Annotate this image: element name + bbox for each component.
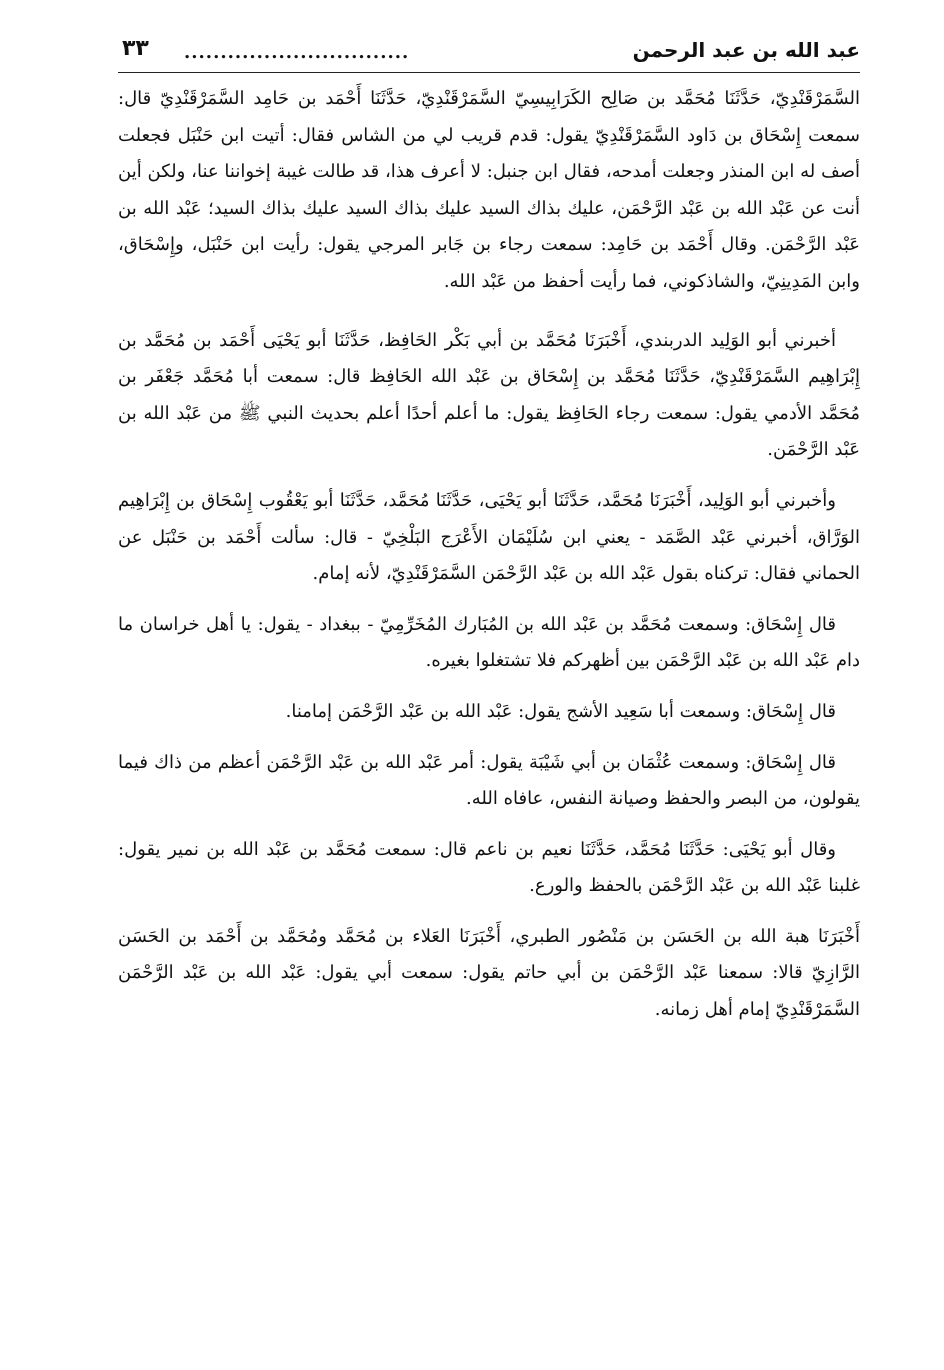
paragraph-2: أخبرني أبو الوَلِيد الدربندي، أَخْبَرَنَا مُحَمَّد بن أبي بَكْر الحَافِظ، حَدَّثَنَا أبو يَحْيَى أَحْمَد بن مُحَمَّد بن إِبْرَاهِيم السَّمَرْقَنْدِيّ، حَدَّثَنَا مُحَمَّد بن إِسْحَاق بن عَبْد الله الحَافِظ قال: سمعت أبا مُحَمَّد جَعْفَر بن مُحَمَّد الأدمي يقول: سمعت رجاء الحَافِظ يقول: ما أعلم أحدًا أعلم بحديث النبي ﷺ من عَبْد الله بن عَبْد الرَّحْمَن. [118, 329, 860, 461]
paragraph-1: السَّمَرْقَنْدِيّ، حَدَّثَنَا مُحَمَّد بن صَالِح الكَرَابِيسِيّ السَّمَرْقَنْدِيّ، حَدَّثَنَا أَحْمَد بن حَامِد السَّمَرْقَنْدِيّ قال: سمعت إِسْحَاق بن دَاود السَّمَرْقَنْدِيّ يقول: قدم قريب لي من الشاس فقال: أتيت ابن حَنْبَل فجعلت أصف له ابن المنذر وجعلت أمدحه، فقال ابن جنبل: لا أعرف هذا، قد طالت غيبة إخواننا عنا، ولكن أين أنت عن عَبْد الله بن عَبْد الرَّحْمَن، عليك بذاك السيد عليك بذاك السيد عليك بذاك السيد؛ عَبْد الله بن عَبْد الرَّحْمَن. وقال أَحْمَد بن حَامِد: سمعت رجاء بن جَابر المرجي يقول: رأيت ابن حَنْبَل، وإِسْحَاق، وابن المَدِينِيّ، والشاذكوني، فما رأيت أحفظ من عَبْد الله. [118, 88, 860, 292]
paragraph-4: قال إِسْحَاق: وسمعت مُحَمَّد بن عَبْد الله بن المُبَارك المُخَرِّمِيّ - ببغداد - يقول: يا أهل خراسان ما دام عَبْد الله بن عَبْد الرَّحْمَن بين أظهركم فلا تشتغلوا بغيره. [118, 613, 860, 672]
paragraph-8: أَخْبَرَنَا هبة الله بن الحَسَن بن مَنْصُور الطبري، أَخْبَرَنَا العَلاء بن مُحَمَّد ومُحَمَّد بن أَحْمَد بن الحَسَن الرَّازِيّ قالا: سمعنا عَبْد الرَّحْمَن بن أبي حاتم يقول: سمعت أبي يقول: عَبْد الله بن عَبْد الرَّحْمَن السَّمَرْقَنْدِيّ إمام أهل زمانه. [118, 925, 860, 1021]
running-header [118, 34, 860, 73]
paragraph-7: وقال أبو يَحْيَى: حَدَّثَنَا مُحَمَّد، حَدَّثَنَا نعيم بن ناعم قال: سمعت مُحَمَّد بن عَبْد الله بن نمير يقول: غلبنا عَبْد الله بن عَبْد الرَّحْمَن بالحفظ والورع. [118, 838, 860, 897]
page-number: ٣٣ [122, 36, 149, 61]
header-title: عبد الله بن عبد الرحمن [632, 38, 860, 62]
paragraph-3: وأخبرني أبو الوَلِيد، أَخْبَرَنَا مُحَمَّد، حَدَّثَنَا أبو يَحْيَى، حَدَّثَنَا مُحَمَّد، حَدَّثَنَا أبو يَعْقُوب إِسْحَاق بن إِبْرَاهِيم الوَرَّاق، أخبرني عَبْد الصَّمَد - يعني ابن سُلَيْمَان الأَعْرَج البَلْخِيّ - قال: سألت أَحْمَد بن حَنْبَل عن الحماني فقال: تركناه بقول عَبْد الله بن عَبْد الرَّحْمَن السَّمَرْقَنْدِيّ، لأنه إمام. [118, 489, 860, 585]
paragraph-6: قال إِسْحَاق: وسمعت عُثْمَان بن أبي شَيْبَة يقول: أمر عَبْد الله بن عَبْد الرَّحْمَن أعظم من ذاك فيما يقولون، من البصر والحفظ وصيانة النفس، عافاه الله. [118, 751, 860, 810]
book-page [118, 34, 860, 1029]
paragraph-5: قال إِسْحَاق: وسمعت أبا سَعِيد الأشج يقول: عَبْد الله بن عَبْد الرَّحْمَن إمامنا. [285, 700, 836, 722]
header-leader-dots: ............................... [184, 42, 410, 63]
